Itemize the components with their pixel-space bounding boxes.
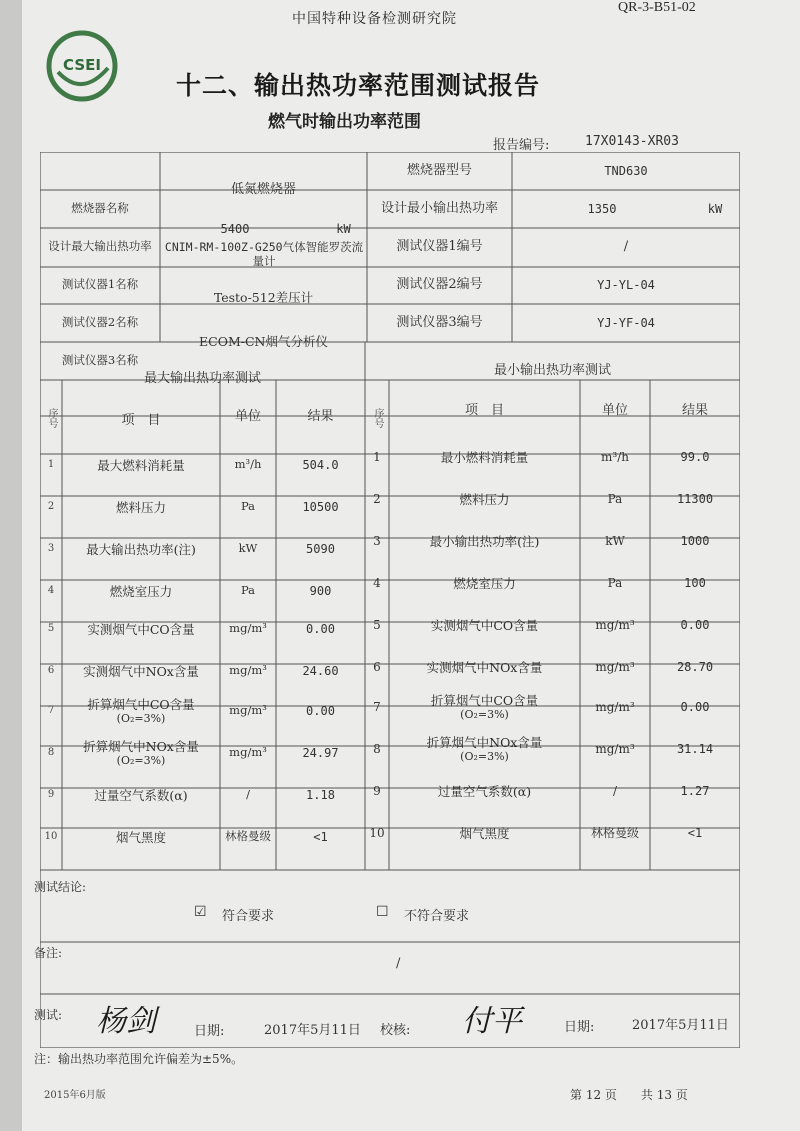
- max-result-9: 1.18: [306, 787, 335, 802]
- min-power-unit: kW: [707, 201, 723, 216]
- min-result-10: <1: [687, 825, 703, 840]
- min-unit-3: kW: [605, 533, 625, 548]
- min-result-1: 99.0: [680, 449, 710, 464]
- inst1-name-label: 测试仪器1名称: [61, 277, 139, 292]
- min-result-2: 11300: [676, 491, 714, 506]
- min-power-value: 1350: [587, 201, 617, 216]
- min-result-8: 31.14: [676, 741, 714, 756]
- max-power-value: 5400: [220, 221, 250, 236]
- min-item-10: [389, 812, 580, 854]
- max-unit-7: mg/m³: [229, 703, 267, 718]
- min-result-7: 0.00: [680, 699, 710, 714]
- min-unit-4: Pa: [607, 575, 623, 590]
- min-seq-5: 5: [373, 617, 381, 632]
- min-unit-1: m³/h: [601, 449, 629, 464]
- max-result-1: 504.0: [302, 457, 339, 472]
- min-power-label: 设计最小输出热功率: [380, 201, 498, 217]
- burner-name-label: 燃烧器名称: [71, 201, 129, 216]
- min-section-title: 最小输出热功率测试: [493, 363, 611, 379]
- max-item-1: [62, 444, 220, 486]
- max-item-9: [62, 774, 220, 816]
- max-item-10: [62, 816, 220, 858]
- max-seq-7: 7: [47, 705, 55, 716]
- tester-date: 2017年5月11日: [264, 1023, 361, 1038]
- col-result-max: 结果: [307, 409, 334, 425]
- checker-label: 校核:: [380, 1023, 411, 1038]
- max-item-sublabel: (O₂=3%): [116, 711, 166, 725]
- report-title: 十二、输出热功率范围测试报告: [176, 71, 541, 100]
- max-unit-8: mg/m³: [229, 745, 267, 760]
- min-unit-7: mg/m³: [595, 699, 635, 714]
- max-item-7: [62, 690, 220, 732]
- page-number: 第 12 页 共 13 页: [570, 1088, 688, 1102]
- col-seq-max-label: 序号: [46, 408, 57, 428]
- min-item-7: [389, 686, 580, 728]
- max-item-label: 折算烟气中CO含量: [87, 696, 195, 712]
- inst3-name: ECOM-CN烟气分析仪: [199, 333, 328, 349]
- max-result-7: 0.00: [306, 703, 335, 718]
- max-result-8: 24.97: [302, 745, 339, 760]
- min-unit-8: mg/m³: [595, 741, 635, 756]
- min-seq-6: 6: [373, 659, 381, 674]
- min-item-label: 折算烟气中NOx含量: [426, 734, 543, 750]
- form-code: QR-3-B51-02: [618, 0, 696, 15]
- conform-label: 符合要求: [222, 909, 275, 924]
- max-item-label: 折算烟气中NOx含量: [83, 738, 199, 754]
- min-result-4: 100: [684, 575, 706, 590]
- max-item-label: 燃料压力: [115, 499, 166, 515]
- min-item-6: [389, 646, 580, 688]
- min-seq-4: 4: [373, 575, 381, 590]
- inst1-name: CNIM-RM-100Z-G250气体智能罗茨流量计: [164, 240, 364, 268]
- max-item-8: [62, 732, 220, 774]
- max-seq-3: 3: [47, 543, 55, 554]
- min-result-6: 28.70: [676, 659, 714, 674]
- max-seq-6: 6: [47, 665, 55, 676]
- max-unit-1: m³/h: [234, 457, 262, 472]
- max-item-3: [62, 528, 220, 570]
- max-power-label: 设计最大输出热功率: [48, 239, 152, 254]
- report-no: 17X0143-XR03: [585, 134, 679, 149]
- max-result-3: 5090: [306, 541, 335, 556]
- min-result-9: 1.27: [680, 783, 710, 798]
- report-subtitle: 燃气时输出功率范围: [268, 112, 421, 132]
- min-seq-7: 7: [373, 699, 381, 714]
- min-item-3: [389, 520, 580, 562]
- conform-checkbox[interactable]: ☑: [194, 904, 207, 920]
- max-seq-9: 9: [47, 789, 55, 800]
- max-seq-8: 8: [47, 747, 55, 758]
- min-item-label: 最小燃料消耗量: [440, 449, 529, 465]
- min-item-label: 折算烟气中CO含量: [430, 692, 539, 708]
- min-seq-10: 10: [369, 825, 385, 840]
- min-result-3: 1000: [680, 533, 710, 548]
- col-item-min: 项 目: [464, 403, 504, 419]
- col-result-min: 结果: [681, 403, 708, 419]
- min-seq-8: 8: [373, 741, 381, 756]
- min-item-sublabel: (O₂=3%): [460, 707, 509, 721]
- tester-label: 测试:: [34, 1008, 63, 1022]
- min-item-5: [389, 604, 580, 646]
- remarks-label: 备注:: [34, 946, 63, 960]
- max-item-label: 最大输出热功率(注): [86, 541, 196, 557]
- max-power-unit: kW: [336, 221, 351, 236]
- inst1-no-label: 测试仪器1编号: [396, 239, 483, 255]
- max-unit-4: Pa: [240, 583, 256, 598]
- min-item-8: [389, 728, 580, 770]
- min-result-5: 0.00: [680, 617, 710, 632]
- checker-date-label: 日期:: [564, 1020, 595, 1035]
- max-unit-10: 林格曼级: [225, 829, 271, 844]
- col-unit-max: 单位: [234, 409, 261, 425]
- min-item-label: 最小输出热功率(注): [429, 533, 540, 549]
- footer-note: 注：输出热功率范围允许偏差为±5%。: [34, 1052, 244, 1066]
- max-item-6: [62, 650, 220, 692]
- max-item-label: 燃烧室压力: [109, 583, 173, 599]
- inst2-no-label: 测试仪器2编号: [396, 277, 483, 293]
- max-item-sublabel: (O₂=3%): [116, 753, 166, 767]
- max-unit-5: mg/m³: [229, 621, 267, 636]
- inst3-no: YJ-YF-04: [597, 315, 655, 330]
- logo-text: CSEI: [63, 56, 101, 74]
- max-item-label: 烟气黑度: [115, 829, 166, 845]
- inst2-name: Testo-512差压计: [213, 289, 314, 305]
- max-item-2: [62, 486, 220, 528]
- nonconform-label: 不符合要求: [404, 909, 470, 924]
- min-unit-2: Pa: [607, 491, 623, 506]
- tester-date-label: 日期:: [194, 1024, 225, 1039]
- remarks-value: /: [396, 956, 401, 971]
- max-result-10: <1: [313, 829, 328, 844]
- min-item-label: 烟气黑度: [459, 825, 510, 841]
- min-item-label: 实测烟气中NOx含量: [426, 659, 543, 675]
- max-seq-4: 4: [47, 585, 55, 596]
- max-unit-3: kW: [238, 541, 258, 556]
- max-result-4: 900: [309, 583, 332, 598]
- max-unit-6: mg/m³: [229, 663, 267, 678]
- burner-name: 低氮燃烧器: [230, 182, 296, 198]
- checker-signature: 付平: [462, 1004, 522, 1039]
- max-seq-5: 5: [47, 623, 55, 634]
- max-result-6: 24.60: [302, 663, 339, 678]
- min-seq-9: 9: [373, 783, 381, 798]
- institution-name: 中国特种设备检测研究院: [292, 11, 457, 27]
- max-seq-10: 10: [44, 831, 58, 842]
- min-item-label: 燃料压力: [459, 491, 510, 507]
- min-item-label: 燃烧室压力: [453, 575, 516, 591]
- min-item-4: [389, 562, 580, 604]
- max-result-2: 10500: [302, 499, 339, 514]
- min-unit-10: 林格曼级: [590, 825, 639, 840]
- burner-model: TND630: [604, 163, 648, 178]
- report-no-label: 报告编号:: [493, 138, 550, 153]
- col-item-max: 项 目: [121, 413, 161, 429]
- max-item-label: 实测烟气中CO含量: [87, 621, 195, 637]
- checker-date: 2017年5月11日: [632, 1018, 729, 1033]
- min-unit-5: mg/m³: [595, 617, 635, 632]
- max-unit-9: /: [246, 787, 250, 802]
- min-item-label: 实测烟气中CO含量: [430, 617, 539, 633]
- min-item-label: 过量空气系数(α): [437, 783, 532, 799]
- inst2-no: YJ-YL-04: [597, 277, 655, 292]
- edition: 2015年6月版: [44, 1090, 106, 1101]
- min-item-1: [389, 436, 580, 478]
- inst3-no-label: 测试仪器3编号: [396, 315, 483, 331]
- min-unit-9: /: [612, 783, 618, 798]
- min-seq-2: 2: [373, 491, 381, 506]
- max-item-4: [62, 570, 220, 612]
- max-seq-2: 2: [47, 501, 55, 512]
- min-seq-1: 1: [373, 449, 381, 464]
- inst2-name-label: 测试仪器2名称: [61, 315, 139, 330]
- max-seq-1: 1: [47, 459, 55, 470]
- inst1-no: /: [623, 239, 629, 255]
- max-section-title: 最大输出热功率测试: [143, 371, 261, 387]
- max-item-5: [62, 608, 220, 650]
- min-unit-6: mg/m³: [595, 659, 635, 674]
- inst3-name-label: 测试仪器3名称: [61, 353, 139, 368]
- min-item-sublabel: (O₂=3%): [460, 749, 509, 763]
- tester-signature: 杨剑: [96, 1004, 156, 1039]
- max-item-label: 实测烟气中NOx含量: [83, 663, 199, 679]
- min-item-9: [389, 770, 580, 812]
- max-unit-2: Pa: [240, 499, 256, 514]
- min-item-2: [389, 478, 580, 520]
- conclusion-label: 测试结论:: [34, 880, 87, 894]
- col-unit-min: 单位: [601, 403, 628, 419]
- max-result-5: 0.00: [306, 621, 335, 636]
- nonconform-checkbox[interactable]: ☐: [376, 904, 389, 920]
- csei-logo: [44, 28, 120, 104]
- min-seq-3: 3: [373, 533, 381, 548]
- max-item-label: 过量空气系数(α): [94, 787, 188, 803]
- burner-model-label: 燃烧器型号: [406, 163, 472, 179]
- col-seq-min-label: 序号: [372, 408, 383, 428]
- max-item-label: 最大燃料消耗量: [97, 457, 185, 473]
